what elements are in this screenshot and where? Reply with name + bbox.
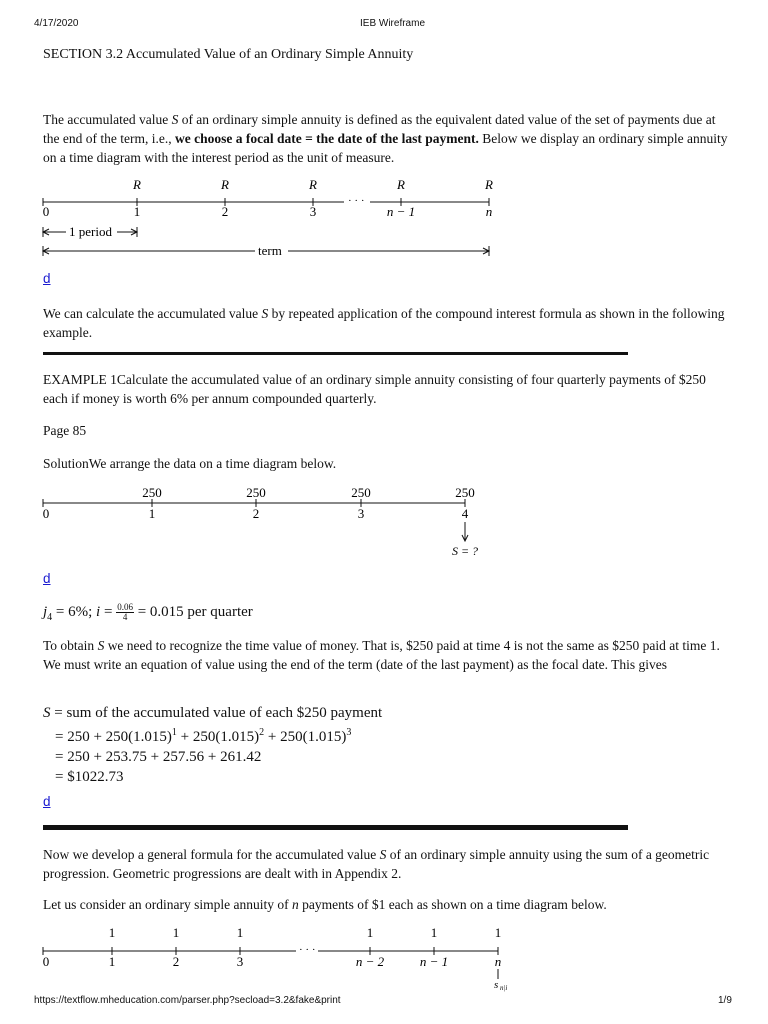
intro-paragraph: The accumulated value S of an ordinary simple annuity is defined as the equivalent dated value of the set of payments due at the end of the term, i.e., we choose a focal date = the date of the last payment. Below we display an ordinary simple annuity on a time diagram with the interest period as the unit of measure. [43, 112, 728, 165]
figure-link[interactable]: d [43, 271, 51, 286]
print-url: https://textflow.mheducation.com/parser.php?secload=3.2&fake&print [34, 995, 341, 1006]
tick-label: 3 [236, 954, 244, 969]
result-label: S = ? [451, 544, 479, 558]
tick-label: 2 [252, 506, 260, 521]
tick-label: n − 2 [355, 954, 385, 969]
payment-label: 1 [494, 925, 502, 940]
period-label: 1 period [69, 224, 112, 239]
divider [43, 825, 628, 830]
example-text: EXAMPLE 1Calculate the accumulated value of an ordinary simple annuity consisting of four quarterly payments of $250 each if money is worth 6% per annum compounded quarterly. [43, 372, 706, 406]
paragraph-n-payments: Let us consider an ordinary simple annuity of n payments of $1 each as shown on a time diagram below. [43, 897, 607, 912]
tick-label: 2 [172, 954, 180, 969]
ellipsis: · · · [299, 944, 316, 956]
payment-label: R [221, 177, 229, 192]
figure-link[interactable]: d [43, 571, 51, 586]
tick-label: 0 [42, 954, 50, 969]
term-label: term [258, 243, 282, 258]
payment-label: R [485, 177, 493, 192]
tick-label: n − 1 [419, 954, 449, 969]
tick-label: 1 [108, 954, 116, 969]
tick-label: n − 1 [386, 204, 416, 219]
time-diagram-1 [0, 170, 768, 265]
payment-label: 250 [246, 485, 266, 500]
section-title: SECTION 3.2 Accumulated Value of an Ordinary Simple Annuity [43, 47, 414, 62]
divider [43, 352, 628, 355]
print-title: IEB Wireframe [360, 18, 426, 29]
print-date: 4/17/2020 [34, 18, 79, 29]
payment-label: 250 [142, 485, 162, 500]
tick-label: n [485, 204, 493, 219]
payment-label: R [133, 177, 141, 192]
page-reference: Page 85 [43, 423, 87, 438]
tick-label: 4 [461, 506, 469, 521]
s-label: s [494, 979, 499, 991]
time-diagram-2 [0, 482, 768, 562]
paragraph-general-formula: Now we develop a general formula for the accumulated value S of an ordinary simple annuity using the sum of a geometric progression. Geometric progressions are dealt with in Appendix 2. [43, 847, 710, 881]
tick-label: n [494, 954, 502, 969]
paragraph-time-value: To obtain S we need to recognize the time value of money. That is, $250 paid at time 4 is not the same as $250 paid at time 1. We must write an equation of value using the end of the term (date of the last payment) as the focal date. This gives [43, 638, 720, 672]
solution-text: SolutionWe arrange the data on a time diagram below. [43, 456, 337, 471]
page-number: 1/9 [718, 995, 732, 1006]
tick-label: 1 [133, 204, 141, 219]
payment-label: 1 [236, 925, 244, 940]
figure-link[interactable]: d [43, 794, 51, 809]
tick-label: 2 [221, 204, 229, 219]
tick-label: 3 [357, 506, 365, 521]
rate-line: $j_4 = 6\%$; i = $\frac{0.06}{4}$ = 0.015 per quarter [43, 602, 253, 623]
tick-label: 1 [148, 506, 156, 521]
payment-label: R [309, 177, 317, 192]
payment-label: 250 [351, 485, 371, 500]
payment-label: 1 [172, 925, 180, 940]
accumulated-value-equation: S = sum of the accumulated value of each $250 payment = $250 + 250(1.015)^1 + 250(1.015)^2 + 250(1.015)^3$ = 250 + 253.75 + 257.56 + 261.42 = $1022.73 [43, 705, 383, 785]
payment-label: 1 [366, 925, 374, 940]
ellipsis: · · · [348, 195, 365, 207]
payment-label: 1 [430, 925, 438, 940]
payment-label: 250 [455, 485, 475, 500]
payment-label: R [397, 177, 405, 192]
s-subscript: n|i [500, 984, 508, 992]
tick-label: 0 [42, 506, 50, 521]
time-diagram-3 [0, 922, 768, 994]
tick-label: 0 [42, 204, 50, 219]
paragraph-repeated-application: We can calculate the accumulated value S by repeated application of the compound interest formula as shown in the following example. [43, 306, 725, 340]
tick-label: 3 [309, 204, 317, 219]
payment-label: 1 [108, 925, 116, 940]
